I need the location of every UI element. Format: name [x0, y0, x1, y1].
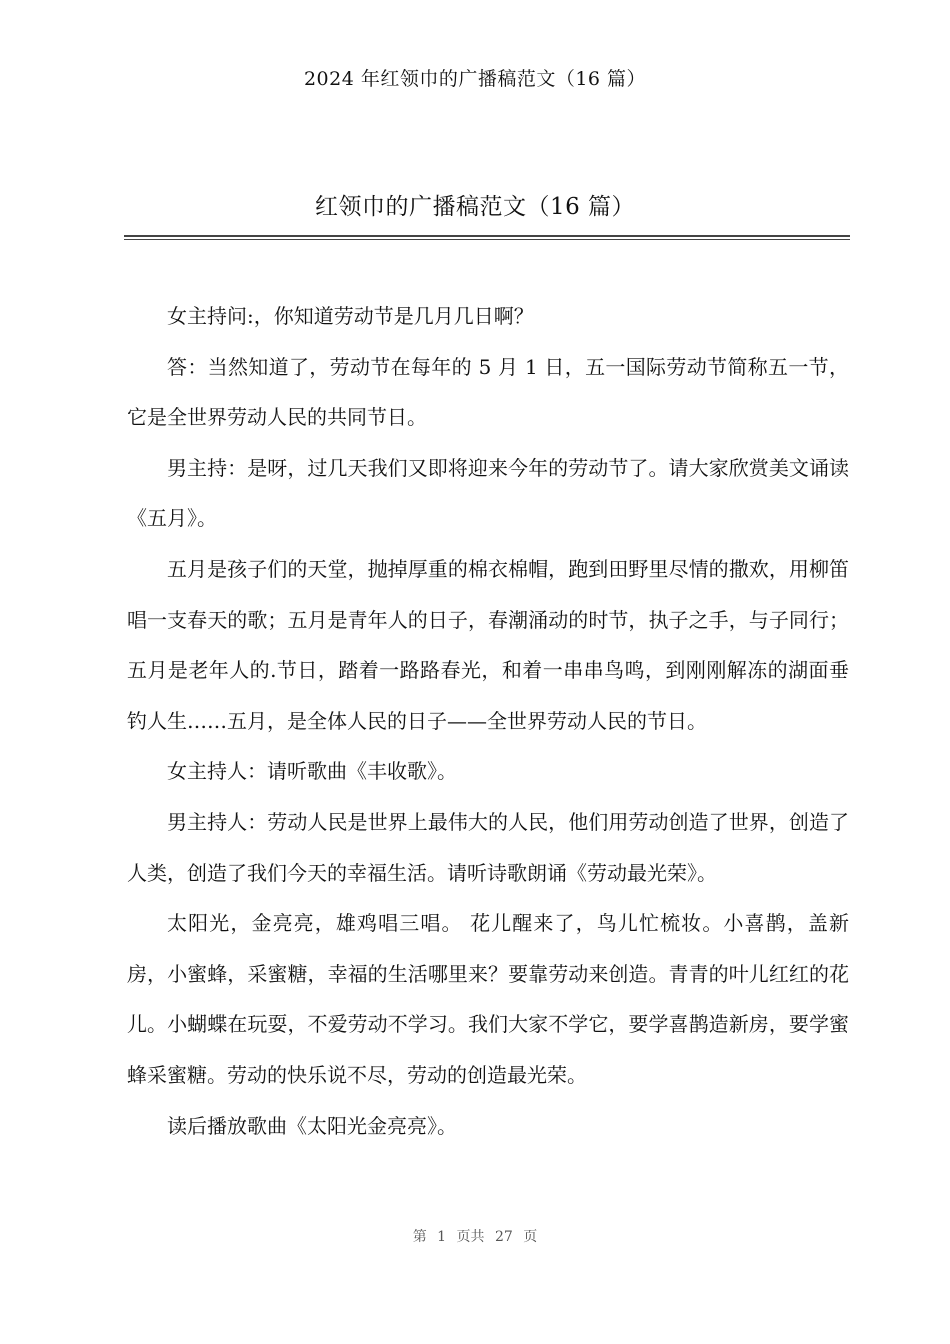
page-footer: 第 1 页共 27 页 [412, 1229, 538, 1245]
paragraph: 男主持：是呀，过几天我们又即将迎来今年的劳动节了。请大家欣赏美文诵读《五月》。 [127, 455, 849, 531]
page-header: 2024 年红领巾的广播稿范文（16 篇） [303, 68, 647, 90]
paragraph: 女主持人：请听歌曲《丰收歌》。 [167, 759, 457, 784]
paragraph: 五月是孩子们的天堂，抛掉厚重的棉衣棉帽，跑到田野里尽情的撒欢，用柳笛唱一支春天的歌；五月是青年人的日子，春潮涌动的时节，执子之手，与子同行；五月是老年人的.节日，踏着一路路春光，和着一串串鸟鸣，到刚刚解冻的湖面垂钓人生……五月，是全体人民的日子——全世界劳动人民的节日。 [127, 556, 849, 733]
paragraph: 读后播放歌曲《太阳光金亮亮》。 [167, 1113, 457, 1138]
paragraph: 女主持问:，你知道劳动节是几月几日啊？ [167, 304, 534, 328]
paragraph: 答：当然知道了，劳动节在每年的 5 月 1 日，五一国际劳动节简称五一节，它是全世界劳动人民的共同节日。 [127, 354, 849, 430]
paragraph: 太阳光，金亮亮，雄鸡唱三唱。 花儿醒来了，鸟儿忙梳妆。小喜鹊，盖新房，小蜜蜂，采蜜糖，幸福的生活哪里来？要靠劳动来创造。青青的叶儿红红的花儿。小蝴蝶在玩耍，不爱劳动不学习。我们大家不学它，要学喜鹊造新房，要学蜜蜂采蜜糖。劳动的快乐说不尽，劳动的创造最光荣。 [127, 911, 849, 1087]
paragraph: 男主持人：劳动人民是世界上最伟大的人民，他们用劳动创造了世界，创造了人类，创造了我们今天的幸福生活。请听诗歌朗诵《劳动最光荣》。 [127, 809, 849, 885]
title-divider [124, 235, 850, 240]
document-title: 红领巾的广播稿范文（16 篇） [314, 194, 636, 220]
document-body [127, 291, 849, 1151]
